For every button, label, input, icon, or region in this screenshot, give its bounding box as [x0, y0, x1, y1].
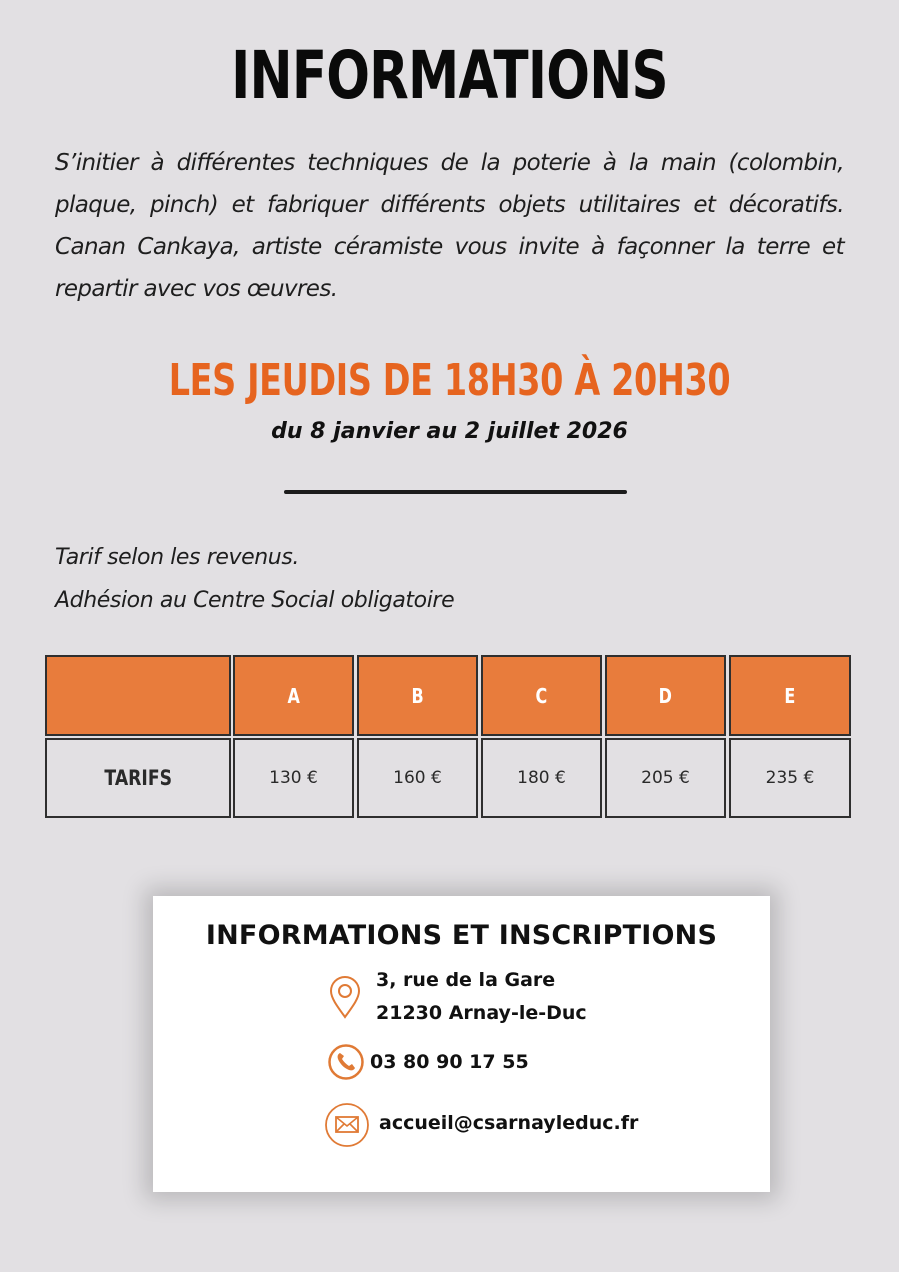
pricing-table — [45, 655, 851, 818]
page-title: INFORMATIONS — [231, 37, 668, 114]
address-city: 21230 Arnay-le-Duc — [376, 1002, 587, 1024]
phone-link[interactable]: 03 80 90 17 55 — [370, 1051, 529, 1073]
price-value: 180 € — [517, 768, 566, 788]
tarif-notes — [55, 536, 454, 622]
table-cell-a — [233, 738, 354, 818]
location-pin-icon — [328, 976, 362, 1020]
price-value: 160 € — [393, 768, 442, 788]
table-header-empty — [45, 655, 231, 736]
schedule-dates: du 8 janvier au 2 juillet 2026 — [271, 419, 628, 444]
table-cell-d — [605, 738, 726, 818]
price-value: 130 € — [269, 768, 318, 788]
table-header-d — [605, 655, 726, 736]
table-header-label: B — [411, 683, 424, 708]
table-header-label: D — [658, 683, 673, 708]
table-header-label: C — [535, 683, 548, 708]
contact-card — [153, 896, 770, 1192]
table-header-b — [357, 655, 478, 736]
envelope-icon — [324, 1102, 370, 1148]
table-cell-e — [729, 738, 851, 818]
table-header-a — [233, 655, 354, 736]
tarif-note-membership: Adhésion au Centre Social obligatoire — [55, 588, 455, 613]
table-header-c — [481, 655, 602, 736]
price-value: 235 € — [765, 768, 815, 788]
table-cell-c — [481, 738, 602, 818]
email-link[interactable]: accueil@csarnayleduc.fr — [379, 1112, 639, 1134]
table-row-label — [45, 738, 231, 818]
contact-title: INFORMATIONS ET INSCRIPTIONS — [205, 920, 718, 951]
intro-paragraph: S’initier à différentes techniques de la poterie à la main (colombin, plaque, pinch) et fabriquer différents objets utilitaires et décoratifs. Canan Cankaya, artiste céramiste vous invite à façonner la terre et repartir avec vos œuvres. — [55, 150, 844, 302]
table-cell-b — [357, 738, 478, 818]
price-value: 205 € — [641, 768, 690, 788]
phone-icon — [327, 1043, 365, 1081]
table-header-label: E — [784, 683, 796, 708]
divider — [284, 490, 627, 494]
schedule-time: LES JEUDIS DE 18H30 À 20H30 — [168, 355, 731, 406]
table-header-e — [729, 655, 851, 736]
tarifs-label: TARIFS — [104, 766, 172, 790]
table-header-label: A — [287, 683, 300, 708]
tarif-note-income: Tarif selon les revenus. — [55, 545, 299, 570]
address-street: 3, rue de la Gare — [376, 969, 556, 991]
